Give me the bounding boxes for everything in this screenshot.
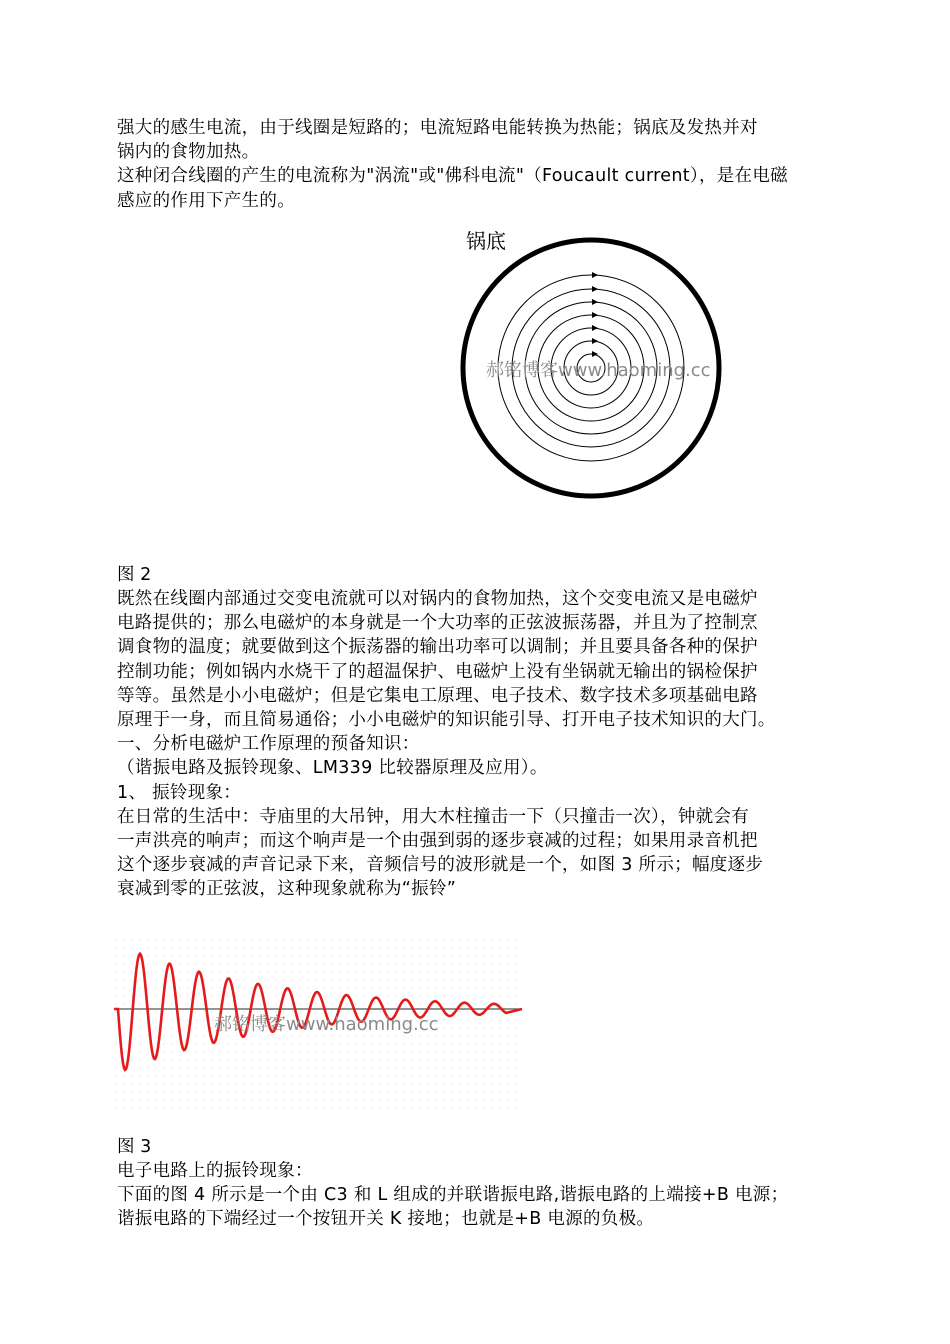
text-line: 控制功能；例如锅内水烧干了的超温保护、电磁炉上没有坐锅就无输出的锅检保护	[117, 661, 758, 682]
text-line: 感应的作用下产生的。	[117, 190, 295, 211]
text-line: 这个逐步衰减的声音记录下来，音频信号的波形就是一个，如图 3 所示；幅度逐步	[117, 855, 764, 876]
text-line: 这种闭合线圈的产生的电流称为"涡流"或"佛科电流"（Foucault current），是在电磁	[117, 166, 788, 187]
ring-arrow	[592, 272, 598, 278]
text-line: 既然在线圈内部通过交变电流就可以对锅内的食物加热，这个交变电流又是电磁炉	[117, 589, 758, 609]
figure-2-caption: 图 2	[117, 565, 152, 585]
figure-2-title: 锅底	[466, 229, 506, 253]
text-line: 一声洪亮的响声；而这个响声是一个由强到弱的逐步衰减的过程；如果用录音机把	[117, 831, 758, 852]
text-line: 一、分析电磁炉工作原理的预备知识：	[117, 734, 420, 755]
ring-arrow	[592, 338, 598, 344]
figure-ringing-waveform	[114, 938, 524, 1114]
text-line: 等等。虽然是小小电磁炉；但是它集电工原理、电子技术、数字技术多项基础电路	[117, 685, 758, 706]
text-line: 锅内的食物加热。	[117, 142, 260, 163]
ring-arrow	[592, 351, 598, 357]
ring-arrow	[592, 299, 598, 305]
text-line: 下面的图 4 所示是一个由 C3 和 L 组成的并联谐振电路,谐振电路的上端接+B 电源；	[117, 1185, 789, 1206]
text-line: 谐振电路的下端经过一个按钮开关 K 接地；也就是+B 电源的负极。	[117, 1209, 655, 1230]
text-line: 强大的感生电流，由于线圈是短路的；电流短路电能转换为热能；锅底及发热并对	[117, 118, 758, 138]
paragraph-circuit-ringing	[117, 1159, 817, 1232]
text-line: 电子电路上的振铃现象：	[117, 1161, 313, 1181]
text-line: 1、 振铃现象：	[117, 782, 242, 803]
paragraph-ringing	[117, 587, 817, 902]
figure-pot-bottom-eddy-diagram	[430, 222, 750, 502]
text-line: 电路提供的；那么电磁炉的本身就是一个大功率的正弦波振荡器，并且为了控制烹	[117, 613, 758, 634]
paragraph-eddy-current	[117, 116, 817, 213]
watermark: 郝铭博客www.haoming.cc	[486, 360, 711, 381]
watermark: 郝铭博客www.haoming.cc	[214, 1014, 439, 1035]
text-line: 调食物的温度；就要做到这个振荡器的输出功率可以调制；并且要具备各种的保护	[117, 637, 758, 658]
figure-3-caption: 图 3	[117, 1137, 152, 1157]
text-line: 在日常的生活中：寺庙里的大吊钟，用大木柱撞击一下（只撞击一次），钟就会有	[117, 806, 750, 827]
text-line: 原理于一身，而且简易通俗；小小电磁炉的知识能引导、打开电子技术知识的大门。	[117, 710, 776, 731]
text-line: 衰减到零的正弦波，这种现象就称为“振铃”	[117, 879, 457, 900]
ring-arrow	[592, 325, 598, 331]
ring-arrow	[592, 312, 598, 318]
ring-arrow	[592, 286, 598, 292]
text-line: （谐振电路及振铃现象、LM339 比较器原理及应用）。	[117, 758, 548, 779]
